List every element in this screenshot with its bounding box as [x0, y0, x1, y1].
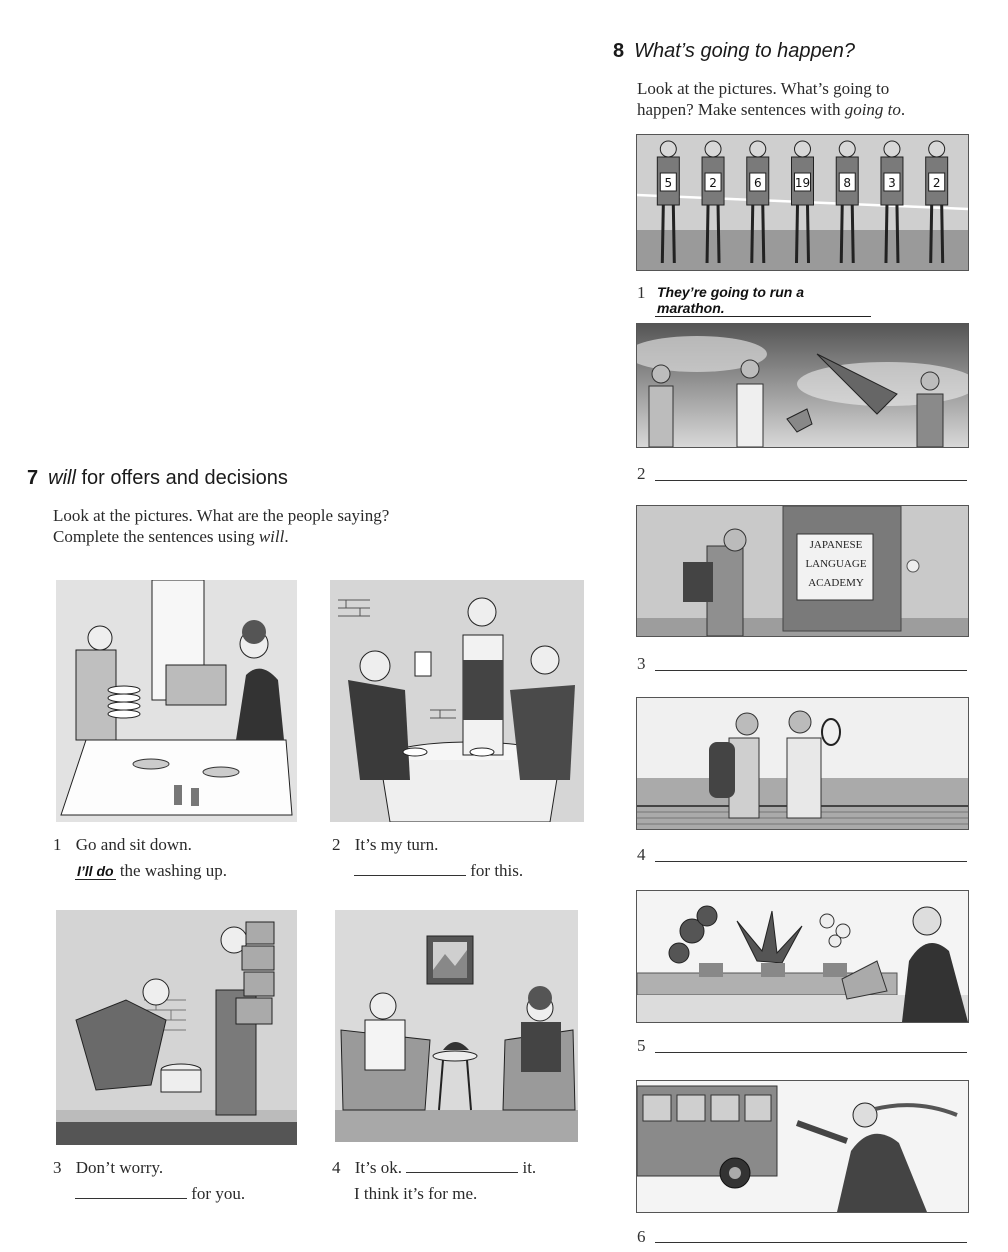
instruction-line: happen? Make sentences with going to.: [637, 100, 906, 119]
caption-line: I think it’s for me.: [354, 1184, 478, 1203]
section-title-em: will: [48, 467, 76, 489]
caption-line: the washing up.: [115, 861, 227, 880]
section-7-instructions: [53, 505, 473, 547]
runner-head: [750, 141, 766, 157]
answer-line-5[interactable]: [655, 1052, 967, 1053]
cartoon-washing-up: [56, 580, 297, 822]
section-title: What’s going to happen?: [634, 40, 856, 62]
caption-2: [332, 832, 592, 884]
runner-bib-number: 2: [932, 176, 941, 190]
item-number: 6: [637, 1227, 646, 1246]
item-number: 3: [53, 1158, 62, 1177]
answer-line-2[interactable]: [655, 480, 967, 481]
runner-bib-number: 19: [794, 176, 811, 190]
caption-line: for this.: [466, 861, 524, 880]
runner-bib-number: 3: [888, 176, 896, 190]
item-number: 4: [332, 1158, 341, 1177]
runner-head: [705, 141, 721, 157]
section-8-instructions: [637, 78, 977, 120]
picture-bus: [636, 1080, 969, 1213]
answer-line-4[interactable]: [655, 861, 967, 862]
runner-head: [884, 141, 900, 157]
item-number: 2: [332, 835, 341, 854]
item-number: 4: [637, 845, 646, 864]
section-7-heading: [27, 467, 288, 490]
answer-line-6[interactable]: [655, 1242, 967, 1243]
caption-1: [53, 832, 303, 884]
cartoon-phone-ringing: [335, 910, 578, 1142]
runner-bib-number: 6: [753, 176, 762, 190]
section-number: 8: [613, 40, 625, 62]
runner-head: [929, 141, 945, 157]
answer-line-4[interactable]: [406, 1158, 518, 1173]
answer-line-3[interactable]: [75, 1184, 187, 1199]
runner-head: [795, 141, 811, 157]
cartoon-paying-bill: [330, 580, 584, 822]
runner-bib-number: 8: [843, 176, 852, 190]
answer-line-2[interactable]: [354, 861, 466, 876]
runner-head: [839, 141, 855, 157]
caption-line: It’s ok.: [354, 1158, 407, 1177]
section-8-heading: [613, 40, 855, 63]
item-number: 5: [637, 1036, 646, 1055]
instruction-line: Look at the pictures. What’s going to: [637, 79, 890, 98]
section-number: 7: [27, 467, 39, 489]
instruction-line: Look at the pictures. What are the people saying?: [53, 506, 390, 525]
item-number: 3: [637, 654, 646, 673]
item-number: 1: [637, 283, 646, 302]
picture-windy-day: [636, 323, 969, 448]
instruction-line: Complete the sentences using will.: [53, 527, 289, 546]
academy-sign: JAPANESE LANGUAGE ACADEMY: [805, 539, 867, 589]
picture-plants-watering: [636, 890, 969, 1023]
picture-runners: [636, 134, 969, 271]
runner-head: [660, 141, 676, 157]
caption-line: Don’t worry.: [75, 1158, 164, 1177]
caption-line: Go and sit down.: [75, 835, 192, 854]
caption-line: It’s my turn.: [354, 835, 439, 854]
caption-line: for you.: [187, 1184, 246, 1203]
caption-line: it.: [518, 1158, 537, 1177]
picture-tennis-court: [636, 697, 969, 830]
picture-language-academy: [636, 505, 969, 637]
item-number: 2: [637, 464, 646, 483]
answer-1[interactable]: I’ll do: [77, 863, 114, 879]
section-title: for offers and decisions: [75, 467, 288, 489]
answer-line-3[interactable]: [655, 670, 967, 671]
answer-1[interactable]: They’re going to run a marathon.: [655, 284, 871, 317]
caption-4: [332, 1155, 592, 1207]
item-number: 1: [53, 835, 62, 854]
caption-3: [53, 1155, 313, 1207]
runner-bib-number: 5: [664, 176, 673, 190]
runner-bib-number: 2: [709, 176, 717, 190]
cartoon-carrying-boxes: [56, 910, 297, 1145]
